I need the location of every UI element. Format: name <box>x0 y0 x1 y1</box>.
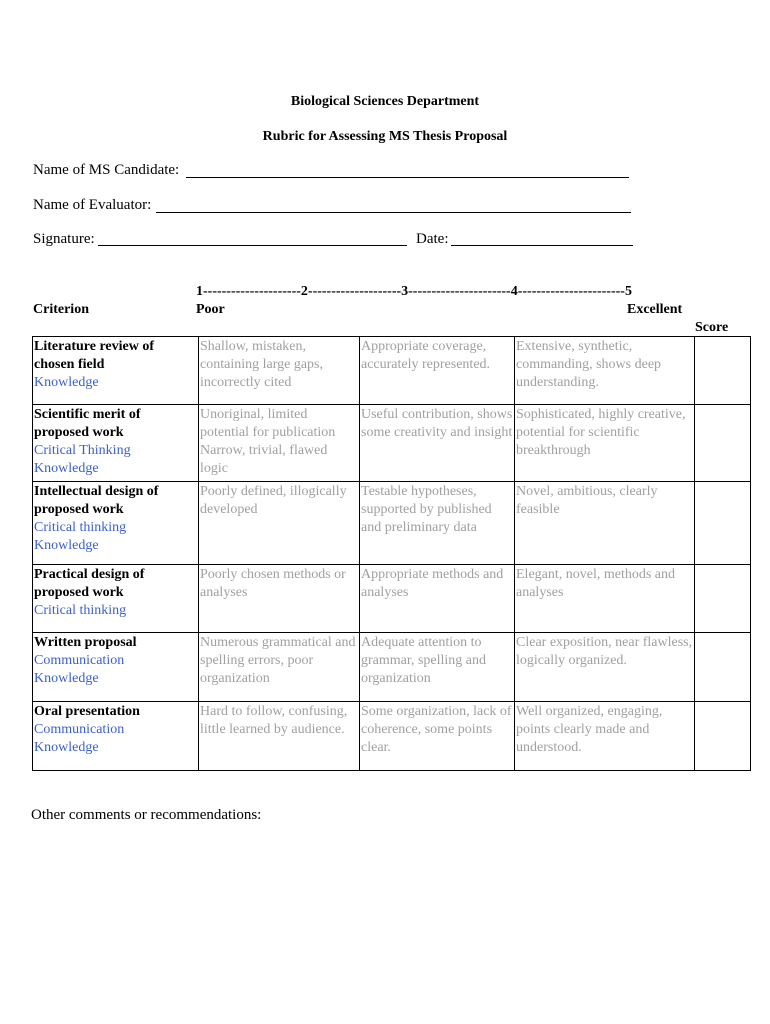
criterion-tag: Critical thinking <box>34 520 127 535</box>
score-cell[interactable] <box>695 337 751 405</box>
mid-description: Useful contribution, shows some creativity and insight <box>360 405 515 482</box>
evaluator-name-line[interactable] <box>156 212 631 213</box>
criterion-cell <box>33 633 199 702</box>
rubric-table <box>32 336 751 771</box>
criterion-title: Scientific merit of proposed work <box>34 407 141 440</box>
signature-line[interactable] <box>98 245 407 246</box>
excellent-description: Clear exposition, near flawless, logically organized. <box>515 633 695 702</box>
criterion-cell <box>33 565 199 633</box>
score-cell[interactable] <box>695 633 751 702</box>
mid-description: Adequate attention to grammar, spelling and organization <box>360 633 515 702</box>
candidate-name-line[interactable] <box>186 177 629 178</box>
mid-description: Some organization, lack of coherence, some points clear. <box>360 702 515 771</box>
criterion-tag: Knowledge <box>34 461 99 476</box>
criterion-title: Intellectual design of proposed work <box>34 484 159 517</box>
criterion-tag: Knowledge <box>34 740 99 755</box>
mid-description: Appropriate coverage, accurately represented. <box>360 337 515 405</box>
score-cell[interactable] <box>695 482 751 565</box>
poor-description: Shallow, mistaken, containing large gaps, incorrectly cited <box>199 337 360 405</box>
document-title: Rubric for Assessing MS Thesis Proposal <box>262 129 508 144</box>
poor-description: Unoriginal, limited potential for publication Narrow, trivial, flawed logic <box>199 405 360 482</box>
poor-label: Poor <box>196 302 225 317</box>
poor-description: Poorly defined, illogically developed <box>199 482 360 565</box>
criterion-tag: Critical Thinking <box>34 443 131 458</box>
excellent-description: Sophisticated, highly creative, potential for scientific breakthrough <box>515 405 695 482</box>
criterion-title: Oral presentation <box>34 704 140 719</box>
candidate-label: Name of MS Candidate: <box>33 162 180 178</box>
date-line[interactable] <box>451 245 633 246</box>
criterion-cell <box>33 482 199 565</box>
table-row <box>33 482 751 565</box>
criterion-tag: Knowledge <box>34 671 99 686</box>
mid-description: Appropriate methods and analyses <box>360 565 515 633</box>
poor-description: Hard to follow, confusing, little learned by audience. <box>199 702 360 771</box>
criterion-title: Literature review of chosen field <box>34 339 154 372</box>
comments-area[interactable] <box>31 830 731 1000</box>
date-label: Date: <box>416 231 449 247</box>
criterion-tag: Communication <box>34 653 125 668</box>
excellent-description: Well organized, engaging, points clearly made and understood. <box>515 702 695 771</box>
score-cell[interactable] <box>695 702 751 771</box>
table-row <box>33 405 751 482</box>
criterion-tag: Communication <box>34 722 125 737</box>
excellent-label: Excellent <box>627 302 683 317</box>
excellent-description: Extensive, synthetic, commanding, shows deep understanding. <box>515 337 695 405</box>
score-header: Score <box>695 320 729 335</box>
table-row <box>33 337 751 405</box>
table-row <box>33 702 751 771</box>
table-row <box>33 565 751 633</box>
criterion-header: Criterion <box>33 302 89 317</box>
evaluator-label: Name of Evaluator: <box>33 197 152 213</box>
criterion-tag: Knowledge <box>34 375 99 390</box>
score-cell[interactable] <box>695 405 751 482</box>
criterion-title: Written proposal <box>34 635 137 650</box>
criterion-cell <box>33 702 199 771</box>
table-row <box>33 633 751 702</box>
poor-description: Numerous grammatical and spelling errors, poor organization <box>199 633 360 702</box>
criterion-cell <box>33 337 199 405</box>
rating-scale: 1---------------------2--------------------3----------------------4-----------------------5 <box>196 284 632 299</box>
excellent-description: Novel, ambitious, clearly feasible <box>515 482 695 565</box>
score-cell[interactable] <box>695 565 751 633</box>
department-heading: Biological Sciences Department <box>290 94 480 109</box>
excellent-description: Elegant, novel, methods and analyses <box>515 565 695 633</box>
signature-label: Signature: <box>33 231 95 247</box>
criterion-title: Practical design of proposed work <box>34 567 145 600</box>
criterion-tag: Knowledge <box>34 538 99 553</box>
mid-description: Testable hypotheses, supported by published and preliminary data <box>360 482 515 565</box>
criterion-cell <box>33 405 199 482</box>
poor-description: Poorly chosen methods or analyses <box>199 565 360 633</box>
criterion-tag: Critical thinking <box>34 603 127 618</box>
comments-label: Other comments or recommendations: <box>31 807 262 823</box>
